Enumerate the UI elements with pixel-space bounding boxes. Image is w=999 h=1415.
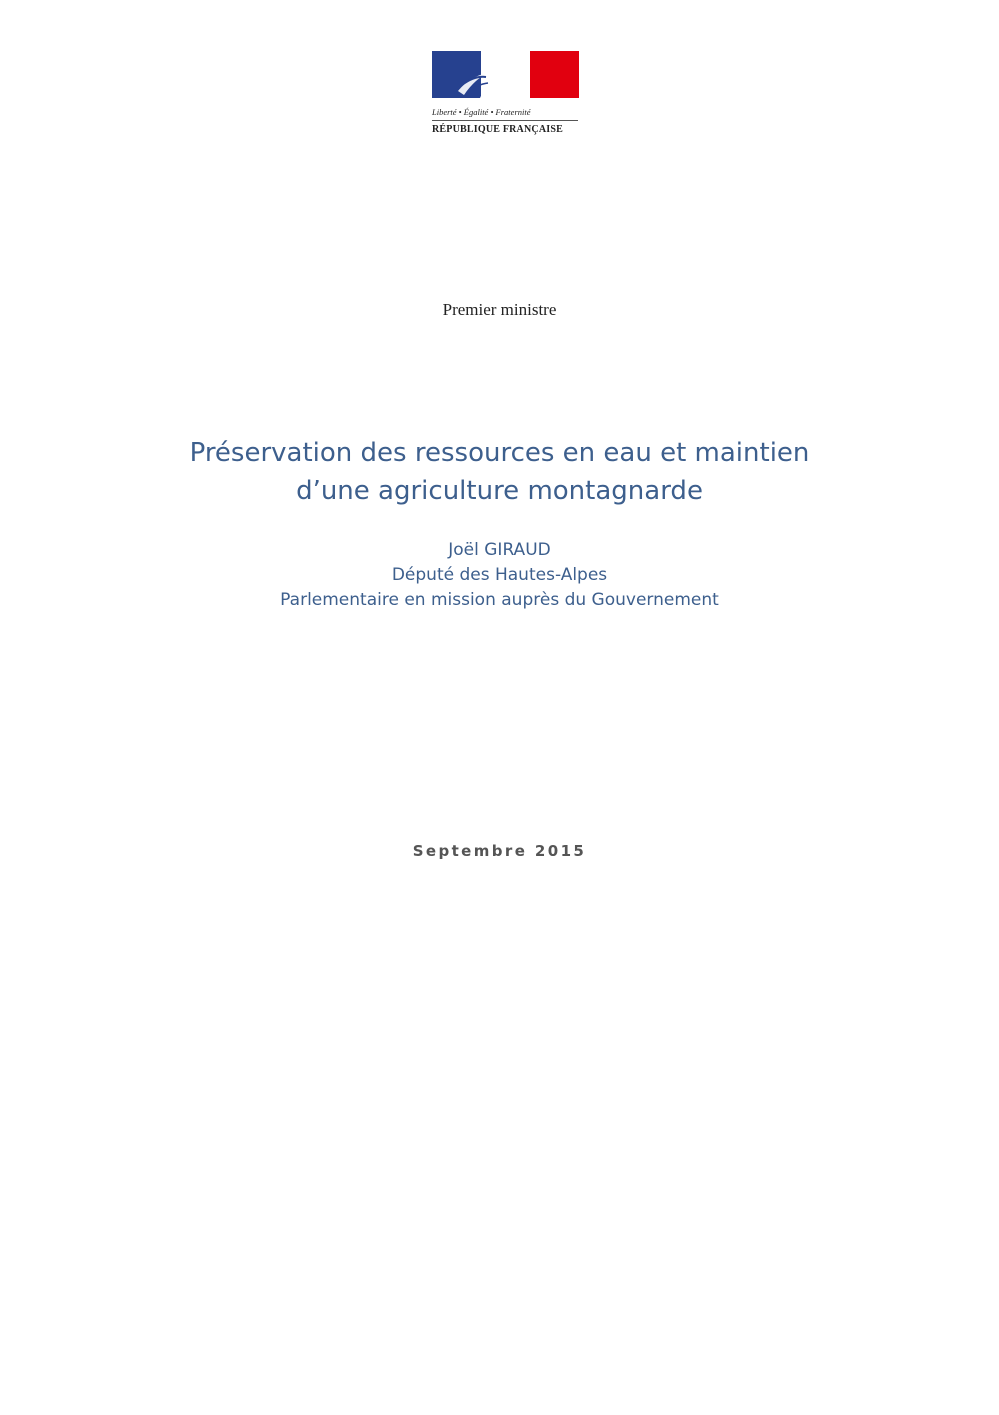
marianne-icon xyxy=(450,55,540,98)
republic-motto: Liberté • Égalité • Fraternité xyxy=(432,107,531,117)
republique-francaise-logo xyxy=(430,51,580,141)
title-line-1: Préservation des ressources en eau et maintien xyxy=(189,438,810,468)
author-name: Joël GIRAUD xyxy=(448,540,551,560)
document-title xyxy=(0,434,999,510)
title-line-2: d’une agriculture montagnarde xyxy=(296,476,703,506)
author-mission: Parlementaire en mission auprès du Gouvernement xyxy=(280,590,719,610)
author-role: Député des Hautes-Alpes xyxy=(391,565,608,585)
ministry-heading: Premier ministre xyxy=(442,300,557,319)
publication-date: Septembre 2015 xyxy=(412,842,587,860)
republic-name: RÉPUBLIQUE FRANÇAISE xyxy=(432,124,563,135)
logo-divider xyxy=(432,120,578,121)
author-block xyxy=(0,538,999,613)
